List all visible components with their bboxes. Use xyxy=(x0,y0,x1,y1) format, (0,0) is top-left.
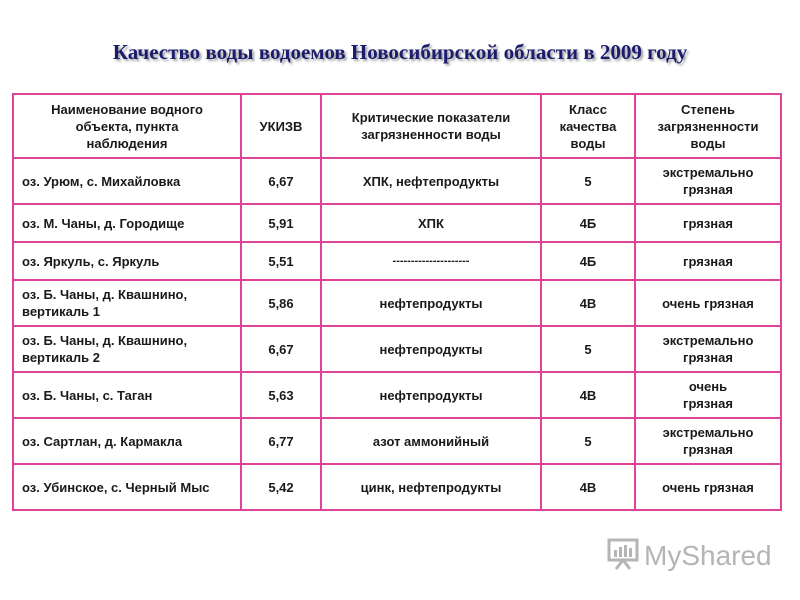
cell-critical: нефтепродукты xyxy=(321,326,541,372)
cell-name: оз. М. Чаны, д. Городище xyxy=(13,204,241,242)
cell-ukizv: 6,67 xyxy=(241,158,321,204)
cell-ukizv: 5,42 xyxy=(241,464,321,510)
table-row xyxy=(13,464,781,510)
cell-critical: азот аммонийный xyxy=(321,418,541,464)
cell-degree: грязная xyxy=(635,204,781,242)
cell-ukizv: 6,77 xyxy=(241,418,321,464)
cell-critical: --------------------- xyxy=(321,242,541,280)
cell-critical: нефтепродукты xyxy=(321,372,541,418)
header-degree: Степень загрязненности воды xyxy=(635,94,781,158)
table-row xyxy=(13,418,781,464)
cell-class: 5 xyxy=(541,418,635,464)
presentation-board-icon xyxy=(606,536,640,575)
cell-name: оз. Урюм, с. Михайловка xyxy=(13,158,241,204)
cell-degree: экстремально грязная xyxy=(635,418,781,464)
cell-class: 4В xyxy=(541,280,635,326)
cell-class: 4В xyxy=(541,372,635,418)
cell-ukizv: 5,91 xyxy=(241,204,321,242)
cell-name: оз. Б. Чаны, д. Квашнино, вертикаль 2 xyxy=(13,326,241,372)
table-row xyxy=(13,204,781,242)
cell-name: оз. Сартлан, д. Кармакла xyxy=(13,418,241,464)
cell-class: 5 xyxy=(541,326,635,372)
cell-name: оз. Яркуль, с. Яркуль xyxy=(13,242,241,280)
cell-ukizv: 6,67 xyxy=(241,326,321,372)
cell-class: 4Б xyxy=(541,242,635,280)
cell-name: оз. Б. Чаны, д. Квашнино, вертикаль 1 xyxy=(13,280,241,326)
watermark-text: MyShared xyxy=(644,539,772,571)
cell-degree: очень грязная xyxy=(635,464,781,510)
table-row xyxy=(13,280,781,326)
header-critical: Критические показатели загрязненности воды xyxy=(321,94,541,158)
header-class: Класс качества воды xyxy=(541,94,635,158)
table-row xyxy=(13,242,781,280)
table-header-row xyxy=(13,94,781,158)
header-ukizv: УКИЗВ xyxy=(241,94,321,158)
cell-degree: очень грязная xyxy=(635,372,781,418)
page-title: Качество воды водоемов Новосибирской области в 2009 году xyxy=(112,40,688,64)
cell-degree: экстремально грязная xyxy=(635,326,781,372)
cell-degree: экстремально грязная xyxy=(635,158,781,204)
table-row xyxy=(13,372,781,418)
table-row xyxy=(13,158,781,204)
cell-critical: нефтепродукты xyxy=(321,280,541,326)
watermark-logo xyxy=(606,536,772,575)
cell-class: 5 xyxy=(541,158,635,204)
cell-degree: очень грязная xyxy=(635,280,781,326)
cell-ukizv: 5,51 xyxy=(241,242,321,280)
cell-ukizv: 5,63 xyxy=(241,372,321,418)
cell-class: 4Б xyxy=(541,204,635,242)
cell-critical: ХПК, нефтепродукты xyxy=(321,158,541,204)
cell-class: 4В xyxy=(541,464,635,510)
table-row xyxy=(13,326,781,372)
header-name: Наименование водного объекта, пункта наблюдения xyxy=(13,94,241,158)
water-quality-table xyxy=(12,93,782,511)
cell-name: оз. Убинское, с. Черный Мыс xyxy=(13,464,241,510)
cell-critical: цинк, нефтепродукты xyxy=(321,464,541,510)
cell-critical: ХПК xyxy=(321,204,541,242)
cell-ukizv: 5,86 xyxy=(241,280,321,326)
cell-name: оз. Б. Чаны, с. Таган xyxy=(13,372,241,418)
cell-degree: грязная xyxy=(635,242,781,280)
